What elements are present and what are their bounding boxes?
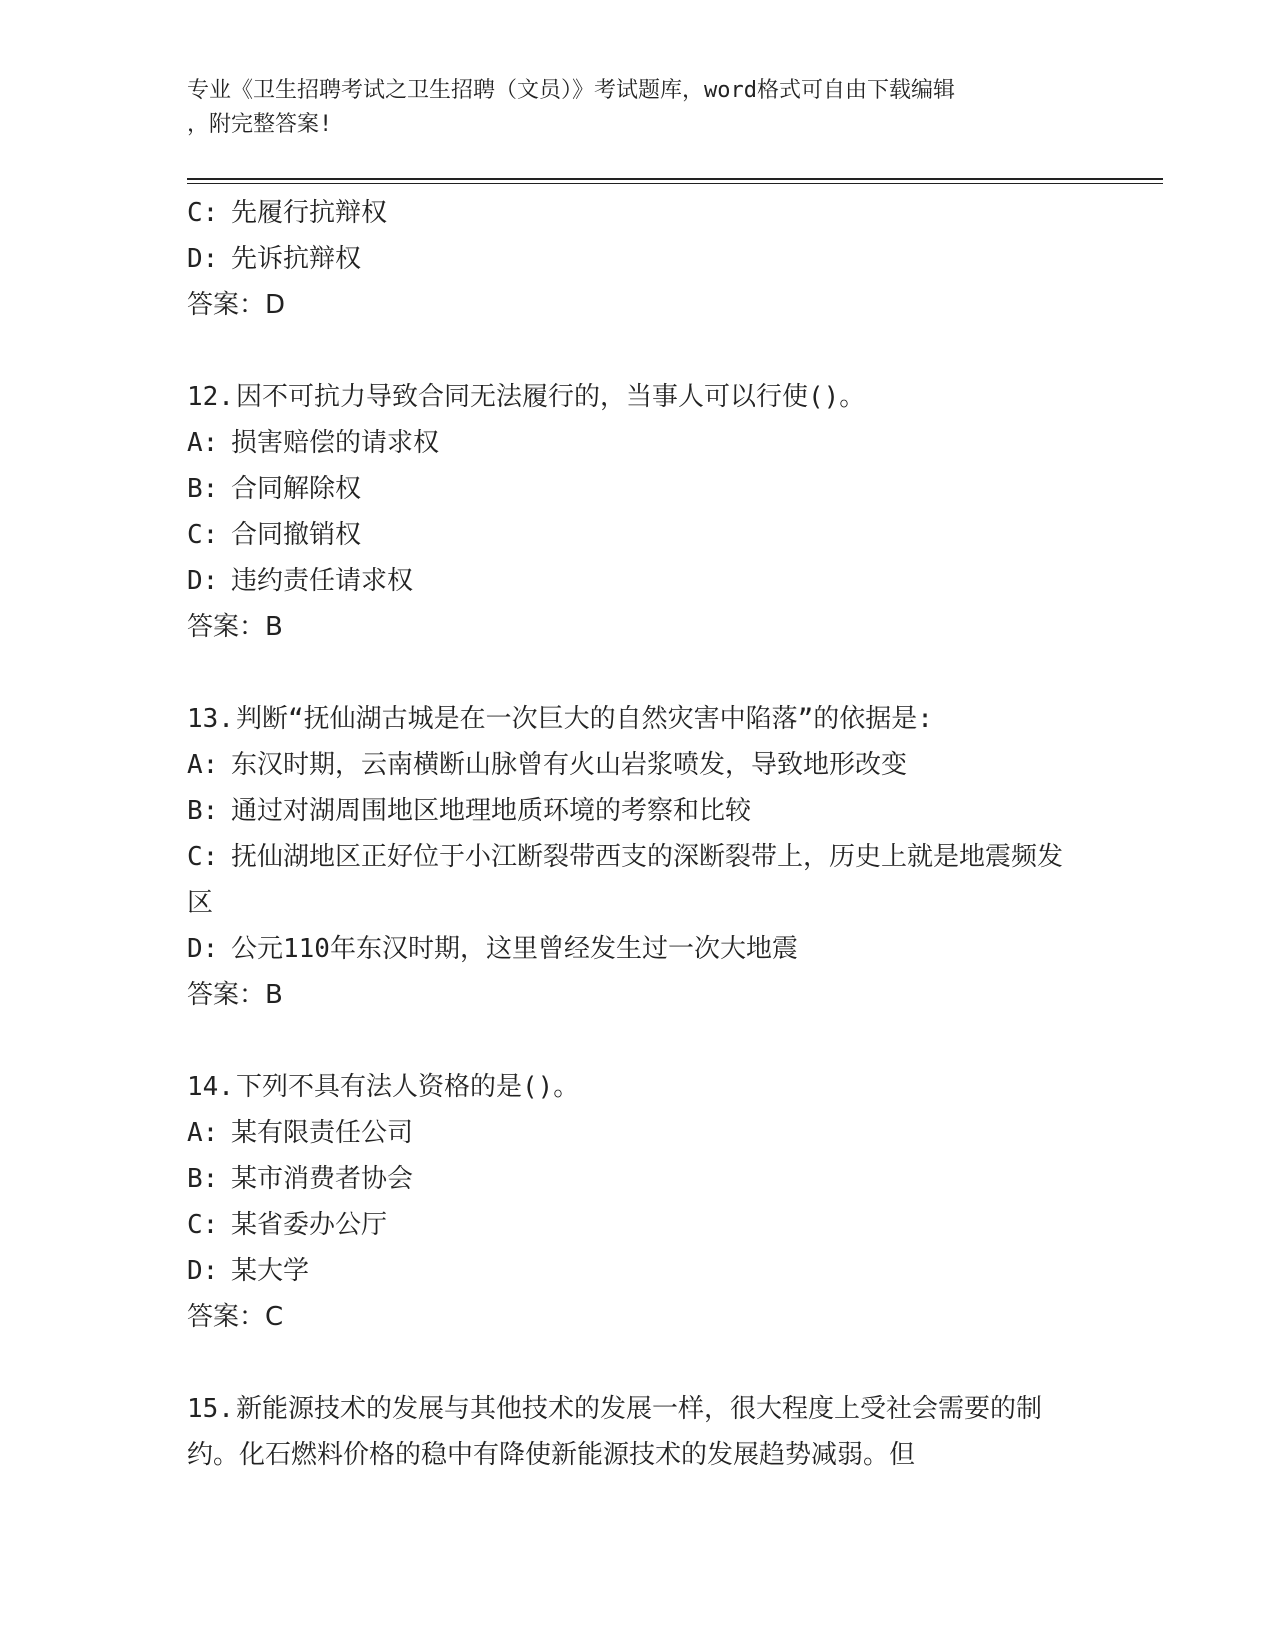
- option-text: 通过对湖周围地区地理地质环境的考察和比较: [231, 796, 752, 826]
- option-line: [187, 1202, 1087, 1248]
- option-text: 公元110年东汉时期，这里曾经发生过一次大地震: [231, 934, 798, 964]
- header-divider-thin: [187, 183, 1163, 184]
- document-body: [187, 190, 1087, 1478]
- question-text: 因不可抗力导致合同无法履行的，当事人可以行使()。: [235, 382, 866, 412]
- option-letter: C:: [187, 520, 219, 550]
- option-line: [187, 926, 1087, 972]
- option-line: [187, 788, 1087, 834]
- question-15: [187, 1386, 1087, 1478]
- question-text: 判断“抚仙湖古城是在一次巨大的自然灾害中陷落”的依据是:: [235, 704, 933, 734]
- option-line: [187, 466, 1087, 512]
- option-line: [187, 420, 1087, 466]
- option-text: 东汉时期，云南横断山脉曾有火山岩浆喷发，导致地形改变: [231, 750, 908, 780]
- header-title-line-2: ，附完整答案!: [187, 112, 333, 137]
- option-letter: B:: [187, 1164, 219, 1194]
- page-header: [187, 74, 1087, 142]
- option-text: 合同撤销权: [231, 520, 362, 550]
- option-letter: D:: [187, 934, 219, 964]
- question-number: 14.: [187, 1072, 234, 1102]
- question-13: [187, 696, 1087, 742]
- option-text: 合同解除权: [231, 474, 362, 504]
- option-letter: C:: [187, 198, 219, 228]
- answer-line: 答案：B: [187, 612, 283, 642]
- question-number: 13.: [187, 704, 234, 734]
- question-text: 新能源技术的发展与其他技术的发展一样，很大程度上受社会需要的制约。化石燃料价格的稳中有降使新能源技术的发展趋势减弱。但: [187, 1394, 1042, 1470]
- answer-line: 答案：B: [187, 980, 283, 1010]
- option-text: 某有限责任公司: [231, 1118, 414, 1148]
- option-letter: D:: [187, 244, 219, 274]
- option-line: [187, 236, 1087, 282]
- option-letter: A:: [187, 750, 219, 780]
- option-letter: A:: [187, 1118, 219, 1148]
- option-line: [187, 1110, 1087, 1156]
- option-letter: A:: [187, 428, 219, 458]
- option-text: 违约责任请求权: [231, 566, 414, 596]
- option-line: [187, 512, 1087, 558]
- option-text: 某大学: [231, 1256, 310, 1286]
- option-letter: C:: [187, 1210, 219, 1240]
- answer-line: 答案：C: [187, 1302, 284, 1332]
- option-line: [187, 558, 1087, 604]
- option-text: 抚仙湖地区正好位于小江断裂带西支的深断裂带上，历史上就是地震频发区: [187, 842, 1064, 918]
- option-letter: D:: [187, 1256, 219, 1286]
- option-line: [187, 1156, 1087, 1202]
- option-line: [187, 742, 1087, 788]
- header-divider: [187, 178, 1163, 180]
- question-14: [187, 1064, 1087, 1110]
- option-line: [187, 834, 1087, 926]
- option-text: 某市消费者协会: [231, 1164, 414, 1194]
- option-line: [187, 1248, 1087, 1294]
- option-text: 损害赔偿的请求权: [231, 428, 440, 458]
- question-number: 12.: [187, 382, 234, 412]
- option-letter: B:: [187, 474, 219, 504]
- option-letter: D:: [187, 566, 219, 596]
- header-title-line-1: 专业《卫生招聘考试之卫生招聘（文员）》考试题库，word格式可自由下载编辑: [187, 78, 955, 103]
- question-number: 15.: [187, 1394, 234, 1424]
- option-text: 某省委办公厅: [231, 1210, 388, 1240]
- option-text: 先履行抗辩权: [231, 198, 388, 228]
- question-text: 下列不具有法人资格的是()。: [235, 1072, 580, 1102]
- question-12: [187, 374, 1087, 420]
- answer-line: 答案：D: [187, 290, 286, 320]
- option-line: [187, 190, 1087, 236]
- option-text: 先诉抗辩权: [231, 244, 362, 274]
- option-letter: C:: [187, 842, 219, 872]
- option-letter: B:: [187, 796, 219, 826]
